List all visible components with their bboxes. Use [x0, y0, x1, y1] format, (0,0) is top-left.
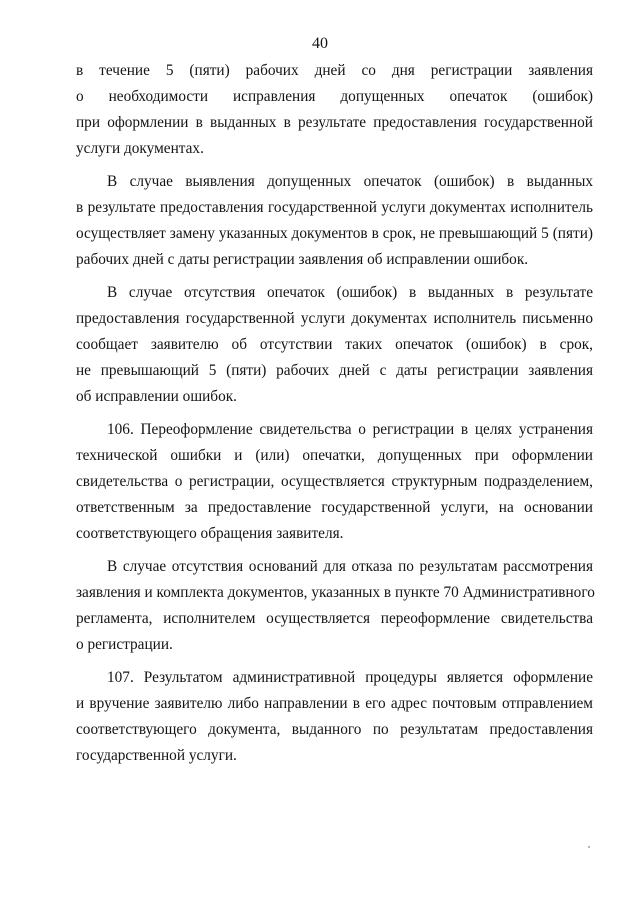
text-line: в течение 5 (пяти) рабочих дней со дня регистрации заявления — [76, 62, 593, 79]
text-line: о регистрации. — [76, 636, 173, 653]
text-line: ответственным за предоставление государственной услуги, на основании — [76, 499, 593, 516]
text-line: 106. Переоформление свидетельства о регистрации в целях устранения — [107, 421, 593, 438]
text-line: предоставления государственной услуги документах исполнитель письменно — [76, 310, 593, 327]
document-body — [76, 58, 593, 776]
text-line: заявления и комплекта документов, указанных в пункте 70 Административного — [76, 584, 595, 601]
text-line: в результате предоставления государственной услуги документах исполнитель — [76, 199, 593, 216]
text-line: сообщает заявителю об отсутствии таких опечаток (ошибок) в срок, — [76, 336, 593, 353]
text-line: В случае выявления допущенных опечаток (ошибок) в выданных — [107, 173, 593, 190]
scan-artifact — [588, 846, 590, 848]
paragraph-5 — [76, 554, 593, 658]
page-number: 40 — [312, 35, 328, 52]
text-line: услуги документах. — [76, 140, 204, 157]
text-line: соответствующего документа, выданного по результатам предоставления — [76, 721, 593, 738]
paragraph-1 — [76, 58, 593, 162]
paragraph-3 — [76, 280, 593, 410]
paragraph-2 — [76, 169, 593, 273]
text-line: при оформлении в выданных в результате предоставления государственной — [76, 114, 593, 131]
text-line: В случае отсутствия оснований для отказа по результатам рассмотрения — [107, 558, 593, 575]
text-line: технической ошибки и (или) опечатки, допущенных при оформлении — [76, 447, 593, 464]
text-line: осуществляет замену указанных документов в срок, не превышающий 5 (пяти) — [76, 225, 593, 242]
text-line: и вручение заявителю либо направлении в его адрес почтовым отправлением — [76, 695, 593, 712]
paragraph-6-item-107 — [76, 665, 593, 769]
paragraph-4-item-106 — [76, 417, 593, 547]
text-line: рабочих дней с даты регистрации заявления об исправлении ошибок. — [76, 251, 529, 268]
text-line: свидетельства о регистрации, осуществляется структурным подразделением, — [76, 473, 593, 490]
text-line: не превышающий 5 (пяти) рабочих дней с даты регистрации заявления — [76, 362, 593, 379]
text-line: государственной услуги. — [76, 747, 237, 764]
text-line: В случае отсутствия опечаток (ошибок) в выданных в результате — [107, 284, 593, 301]
text-line: о необходимости исправления допущенных опечаток (ошибок) — [76, 88, 593, 105]
text-line: соответствующего обращения заявителя. — [76, 525, 344, 542]
text-line: об исправлении ошибок. — [76, 388, 237, 405]
text-line: регламента, исполнителем осуществляется переоформление свидетельства — [76, 610, 593, 627]
text-line: 107. Результатом административной процедуры является оформление — [107, 669, 593, 686]
